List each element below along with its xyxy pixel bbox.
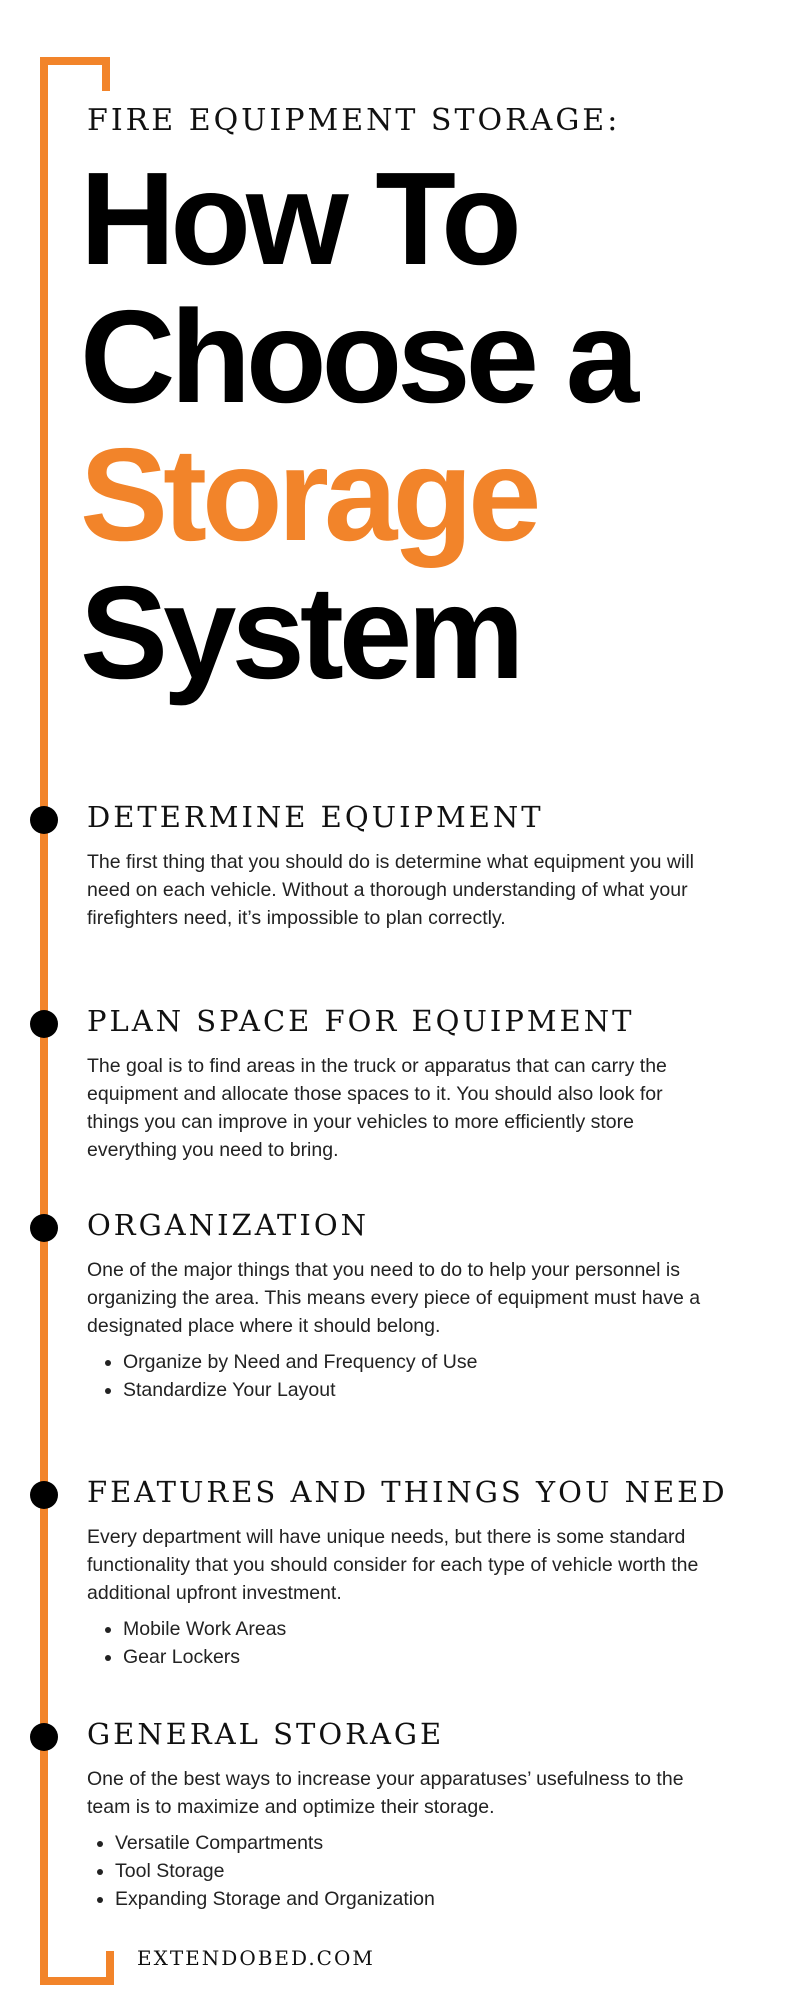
section-heading: FEATURES AND THINGS YOU NEED (87, 1475, 728, 1509)
page-kicker: FIRE EQUIPMENT STORAGE: (87, 103, 621, 138)
section-heading: DETERMINE EQUIPMENT (87, 800, 544, 834)
list-item: • Standardize Your Layout (123, 1376, 707, 1404)
list-item: • Tool Storage (115, 1857, 707, 1885)
timeline-dot (30, 1481, 58, 1509)
section-heading: GENERAL STORAGE (87, 1717, 445, 1751)
section-body: The goal is to find areas in the truck or apparatus that can carry the equipment and allocate those spaces to it. You should also look for things you can improve in your vehicles to more efficiently store everything you need to bring. (87, 1055, 667, 1161)
list-item: • Mobile Work Areas (123, 1615, 707, 1643)
timeline-dot (30, 1214, 58, 1242)
section-body: One of the best ways to increase your apparatuses’ usefulness to the team is to maximize and optimize their storage. (87, 1768, 684, 1818)
section-plan-space (87, 1004, 707, 1164)
section-body: One of the major things that you need to do to help your personnel is organizing the area. This means every piece of equipment must have a designated place where it should belong. (87, 1259, 701, 1337)
section-features (87, 1475, 728, 1671)
timeline-dot (30, 1010, 58, 1038)
section-heading: PLAN SPACE FOR EQUIPMENT (87, 1004, 635, 1038)
section-general-storage (87, 1717, 707, 1913)
title-line-4: System (80, 559, 520, 706)
title-line-3-accent: Storage (80, 421, 537, 568)
title-line-2: Choose a (80, 283, 635, 430)
list-item: • Gear Lockers (123, 1643, 707, 1671)
bracket-top-tick (102, 57, 110, 91)
page-title (80, 145, 635, 706)
bracket-bottom-tick (106, 1951, 114, 1985)
section-heading: ORGANIZATION (87, 1208, 370, 1242)
section-body: Every department will have unique needs, but there is some standard functionality that you should consider for each type of vehicle worth the additional upfront investment. (87, 1526, 699, 1604)
list-item: • Expanding Storage and Organization (115, 1885, 707, 1913)
section-body: The first thing that you should do is determine what equipment you will need on each vehicle. Without a thorough understanding of what your firefighters need, it’s impossible to plan correctly. (87, 851, 694, 929)
section-bullet-list (87, 1615, 707, 1671)
footer-website: EXTENDOBED.COM (137, 1946, 375, 1970)
section-organization (87, 1208, 707, 1404)
bracket-top-bar (40, 57, 110, 65)
section-bullet-list (87, 1348, 707, 1404)
section-determine-equipment (87, 800, 707, 932)
list-item: • Versatile Compartments (115, 1829, 707, 1857)
timeline-dot (30, 806, 58, 834)
list-item: • Organize by Need and Frequency of Use (123, 1348, 707, 1376)
title-line-1: How To (80, 145, 517, 292)
section-bullet-list (87, 1829, 707, 1913)
timeline-dot (30, 1723, 58, 1751)
bracket-bottom-bar (40, 1977, 114, 1985)
